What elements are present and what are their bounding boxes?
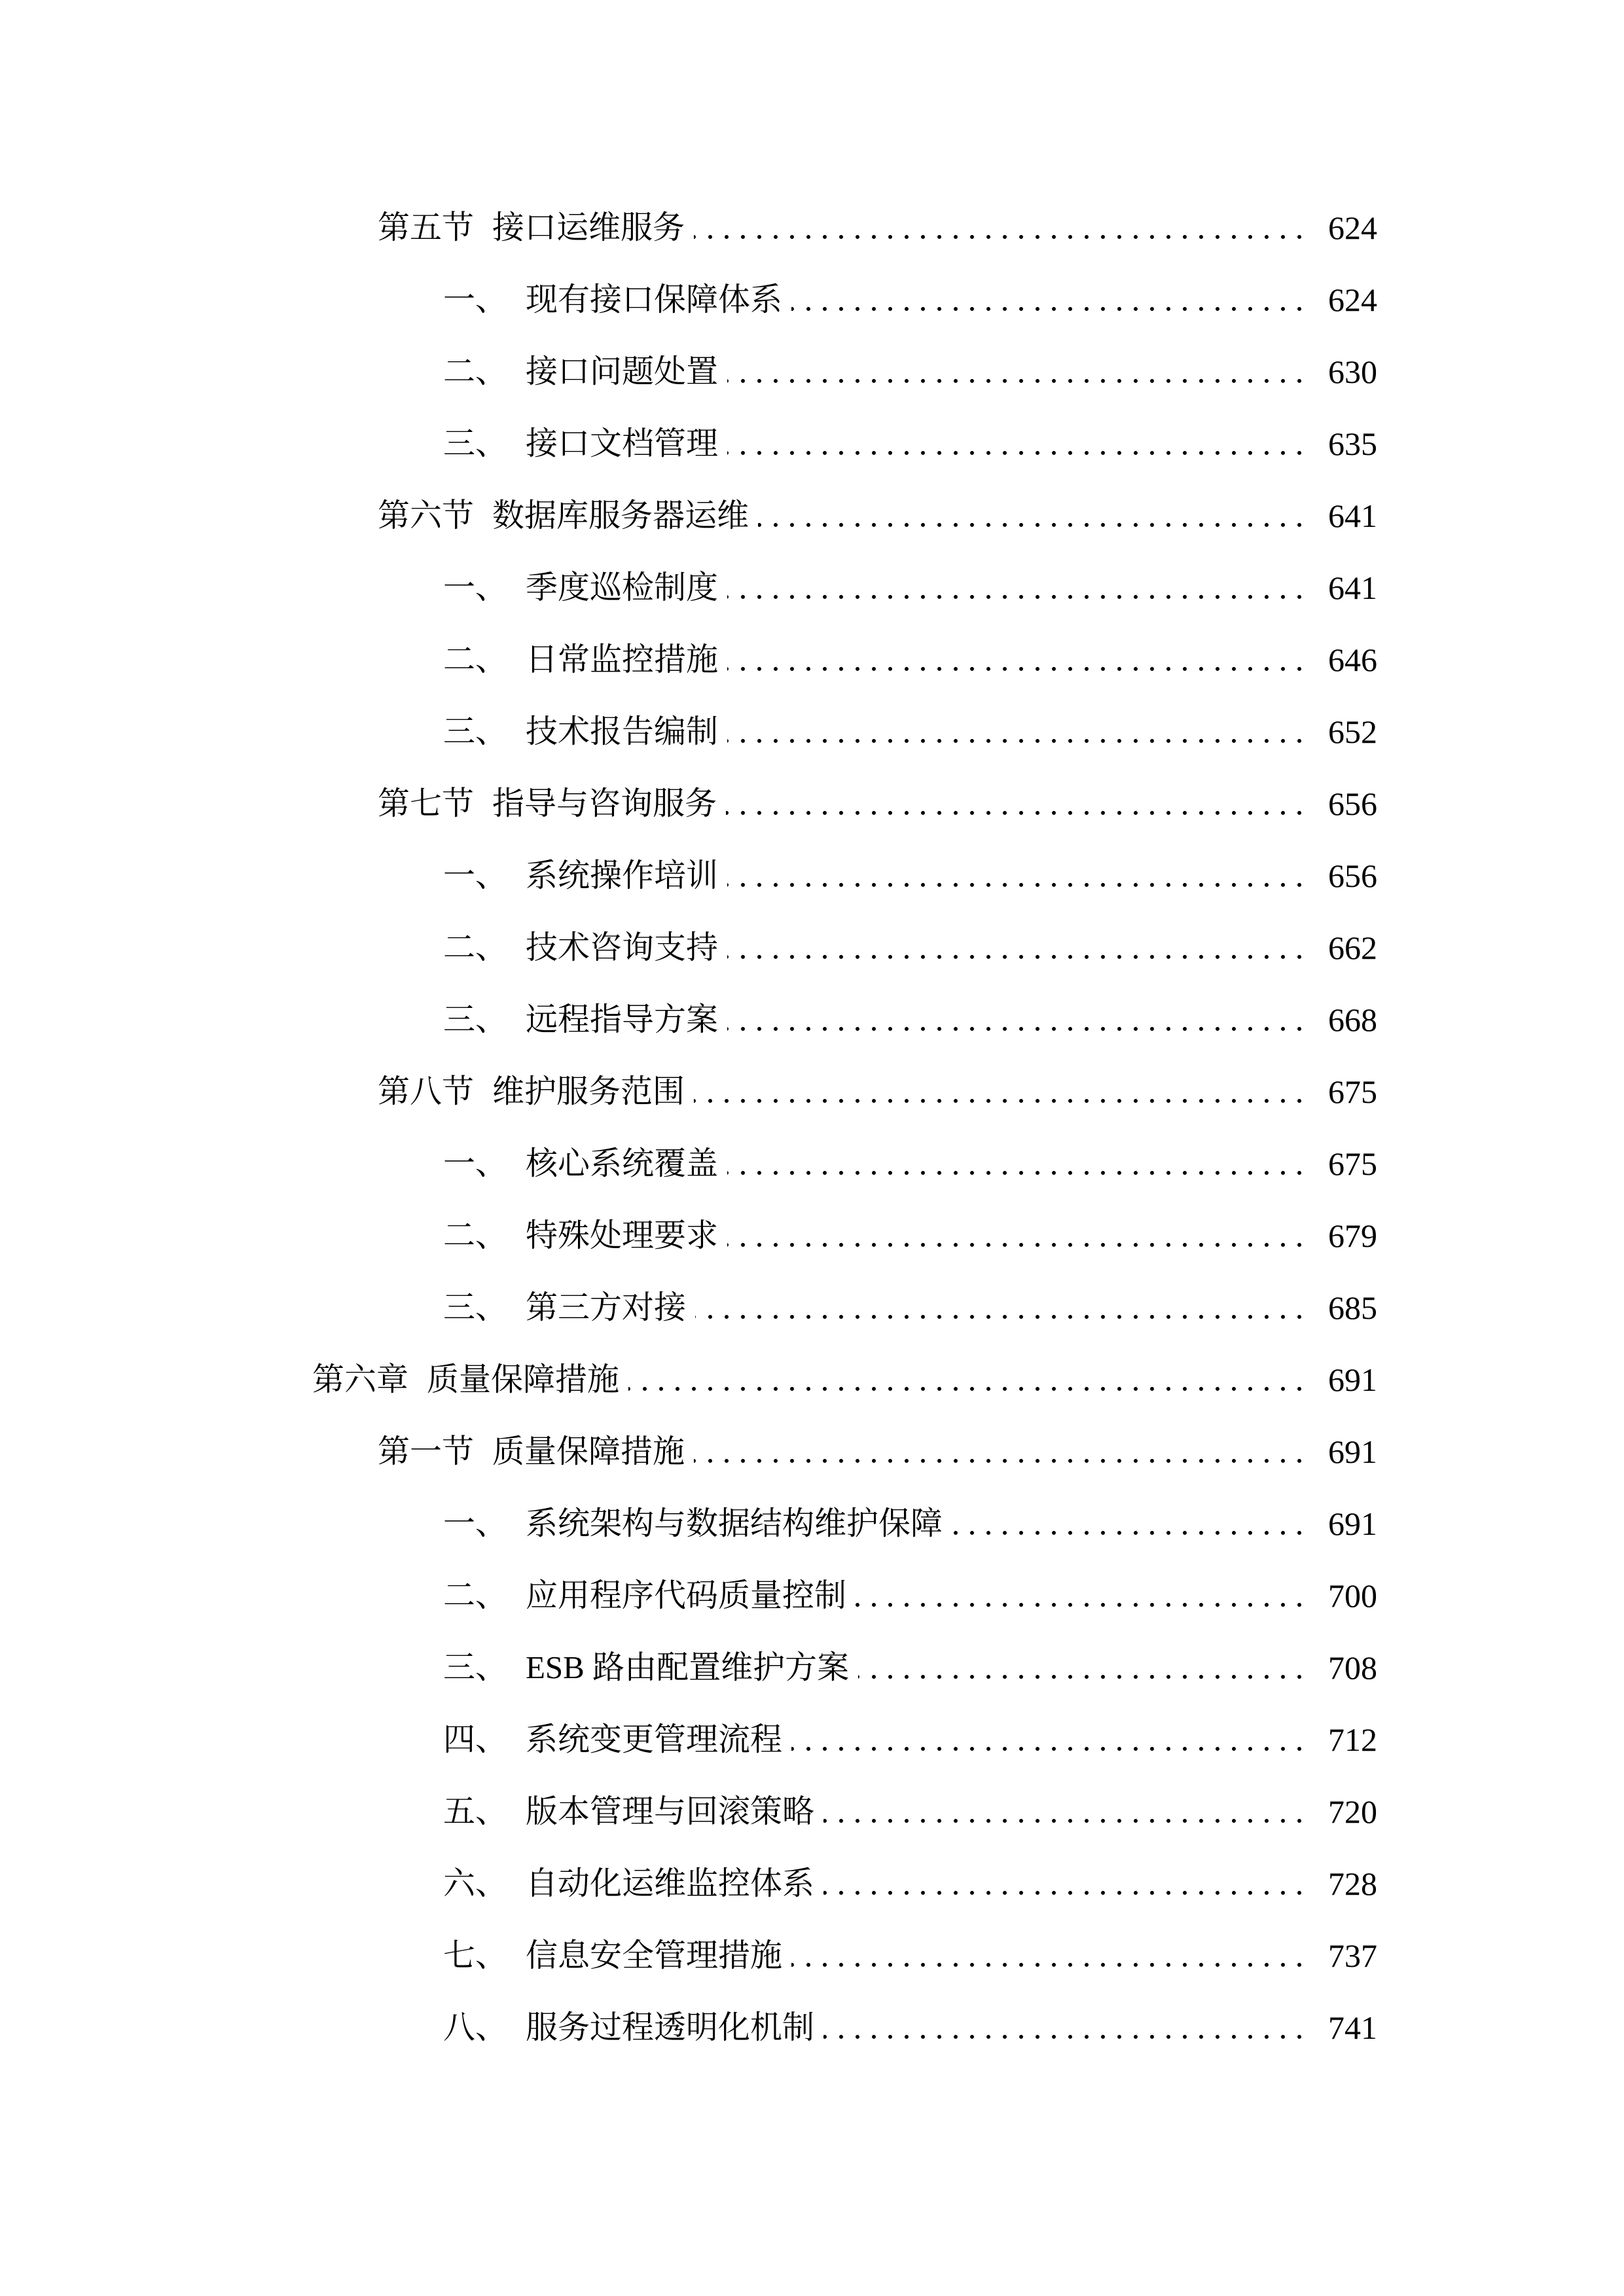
- dot-leader: [823, 1792, 1314, 1831]
- toc-entry-title: 维护服务范围: [492, 1073, 685, 1109]
- toc-entry-label: [378, 208, 685, 247]
- toc-page-number: 668: [1328, 1001, 1377, 1038]
- toc-entry-title: 质量保障措施: [427, 1361, 620, 1397]
- toc-entry-label: [443, 1792, 814, 1831]
- toc-entry-title: 特殊处理要求: [526, 1217, 719, 1253]
- toc-entry-title: 自动化运维监控体系: [526, 1865, 815, 1901]
- toc-entry-title: 应用程序代码质量控制: [526, 1577, 847, 1613]
- toc-page-number: 679: [1328, 1217, 1377, 1254]
- toc-entry-ordinal: 三、: [443, 713, 508, 749]
- toc-entry-label: [443, 1720, 782, 1759]
- toc-page-number: 662: [1328, 929, 1377, 966]
- section-number: 第五节: [378, 209, 475, 245]
- dot-leader: [727, 1216, 1314, 1255]
- toc-entry-ordinal: 一、: [443, 1145, 508, 1181]
- dot-leader: [694, 208, 1314, 247]
- toc-entry-label: [443, 1144, 718, 1183]
- toc-page-number: 624: [1328, 281, 1377, 318]
- toc-page-number: 712: [1328, 1721, 1377, 1758]
- toc-page-number: 652: [1328, 713, 1377, 750]
- section-number: 第六节: [378, 497, 475, 533]
- section-number: 第一节: [378, 1433, 475, 1469]
- toc-entry-title: 核心系统覆盖: [526, 1145, 719, 1181]
- toc-entry-label: [443, 352, 718, 391]
- toc-entry-ordinal: 三、: [443, 425, 508, 461]
- dot-leader: [791, 1936, 1314, 1975]
- toc-page-number: 646: [1328, 641, 1377, 678]
- toc-entry-title: 数据库服务器运维: [492, 497, 749, 533]
- toc-entry-title: ESB 路由配置维护方案: [526, 1649, 850, 1685]
- toc-entry[interactable]: [0, 1792, 1624, 1831]
- toc-entry-ordinal: 二、: [443, 353, 508, 389]
- chapter-number: 第六章: [312, 1361, 409, 1397]
- toc-entry-title: 版本管理与回滚策略: [526, 1793, 815, 1829]
- toc-entry[interactable]: [0, 928, 1624, 967]
- toc-entry[interactable]: [0, 856, 1624, 895]
- toc-entry-title: 质量保障措施: [492, 1433, 685, 1469]
- toc-entry[interactable]: [0, 1648, 1624, 1687]
- toc-entry-ordinal: 一、: [443, 569, 508, 605]
- toc-entry-label: [443, 1576, 846, 1615]
- toc-entry-label: [378, 1432, 685, 1471]
- dot-leader: [727, 856, 1314, 895]
- toc-entry-label: [443, 424, 718, 463]
- toc-entry[interactable]: [0, 496, 1624, 535]
- toc-entry[interactable]: [0, 208, 1624, 247]
- toc-entry-label: [443, 1216, 718, 1255]
- dot-leader: [823, 1864, 1314, 1903]
- toc-entry-title: 指导与咨询服务: [492, 785, 717, 821]
- toc-entry-ordinal: 一、: [443, 281, 508, 317]
- toc-entry-label: [443, 928, 718, 967]
- toc-entry[interactable]: [0, 1720, 1624, 1759]
- toc-entry-label: [443, 1648, 849, 1687]
- toc-entry-label: [443, 1288, 686, 1327]
- toc-entry-title: 现有接口保障体系: [526, 281, 783, 317]
- toc-entry[interactable]: [0, 1360, 1624, 1399]
- toc-entry[interactable]: [0, 424, 1624, 463]
- toc-entry-ordinal: 二、: [443, 1217, 508, 1253]
- toc-entry[interactable]: [0, 640, 1624, 679]
- toc-entry[interactable]: [0, 1288, 1624, 1327]
- toc-page-number: 691: [1328, 1361, 1377, 1398]
- toc-entry[interactable]: [0, 2008, 1624, 2047]
- toc-entry-ordinal: 五、: [443, 1793, 508, 1829]
- section-number: 第八节: [378, 1073, 475, 1109]
- toc-page-number: 720: [1328, 1793, 1377, 1830]
- dot-leader: [727, 352, 1314, 391]
- toc-entry-ordinal: 六、: [443, 1865, 508, 1901]
- toc-page-number: 641: [1328, 497, 1377, 534]
- toc-page-number: 728: [1328, 1865, 1377, 1902]
- toc-entry-title: 接口文档管理: [526, 425, 719, 461]
- dot-leader: [726, 784, 1314, 823]
- toc-page-number: 641: [1328, 569, 1377, 606]
- toc-entry[interactable]: [0, 280, 1624, 319]
- toc-entry[interactable]: [0, 1504, 1624, 1543]
- dot-leader: [727, 1000, 1314, 1039]
- dot-leader: [856, 1576, 1314, 1615]
- toc-entry-ordinal: 一、: [443, 1505, 508, 1541]
- toc-entry[interactable]: [0, 712, 1624, 751]
- toc-entry-label: [378, 1072, 685, 1111]
- toc-entry[interactable]: [0, 352, 1624, 391]
- dot-leader: [758, 496, 1314, 535]
- toc-entry-ordinal: 三、: [443, 1649, 508, 1685]
- dot-leader: [694, 1072, 1314, 1111]
- toc-entry-label: [443, 1936, 782, 1975]
- toc-page-number: 737: [1328, 1937, 1377, 1974]
- toc-entry-ordinal: 二、: [443, 1577, 508, 1613]
- toc-entry-title: 第三方对接: [526, 1289, 687, 1325]
- toc-entry-title: 服务过程透明化机制: [526, 2009, 815, 2045]
- toc-entry-label: [378, 496, 749, 535]
- toc-page-number: 675: [1328, 1073, 1377, 1110]
- toc-entry-title: 接口问题处置: [526, 353, 719, 389]
- toc-entry-title: 接口运维服务: [492, 209, 685, 245]
- toc-entry[interactable]: [0, 1864, 1624, 1903]
- dot-leader: [727, 712, 1314, 751]
- section-number: 第七节: [378, 785, 475, 821]
- toc-entry-label: [443, 1000, 718, 1039]
- dot-leader: [791, 280, 1314, 319]
- dot-leader: [727, 928, 1314, 967]
- toc-entry-ordinal: 二、: [443, 641, 508, 677]
- toc-page-number: 630: [1328, 353, 1377, 390]
- toc-entry[interactable]: [0, 1000, 1624, 1039]
- toc-page-number: 708: [1328, 1649, 1377, 1686]
- toc-entry-label: [443, 280, 782, 319]
- toc-entry-ordinal: 三、: [443, 1001, 508, 1037]
- toc-page-number: 635: [1328, 425, 1377, 462]
- toc-entry-title: 技术咨询支持: [526, 929, 719, 965]
- toc-entry-label: [443, 2008, 814, 2047]
- toc-entry-title: 系统变更管理流程: [526, 1721, 783, 1757]
- toc-entry-ordinal: 七、: [443, 1937, 508, 1973]
- dot-leader: [727, 424, 1314, 463]
- toc-entry[interactable]: [0, 1936, 1624, 1975]
- toc-entry-label: [443, 712, 718, 751]
- toc-entry-ordinal: 二、: [443, 929, 508, 965]
- toc-entry-title: 系统操作培训: [526, 857, 719, 893]
- toc-entry[interactable]: [0, 784, 1624, 823]
- toc-entry-label: [443, 640, 718, 679]
- toc-entry-ordinal: 一、: [443, 857, 508, 893]
- toc-page-number: 691: [1328, 1433, 1377, 1470]
- toc-page-number: 691: [1328, 1505, 1377, 1542]
- dot-leader: [727, 1144, 1314, 1183]
- toc-entry-title: 日常监控措施: [526, 641, 719, 677]
- toc-page-number: 675: [1328, 1145, 1377, 1182]
- dot-leader: [727, 640, 1314, 679]
- toc-entry-title: 技术报告编制: [526, 713, 719, 749]
- toc-page-number: 656: [1328, 857, 1377, 894]
- toc-entry[interactable]: [0, 1576, 1624, 1615]
- dot-leader: [695, 1288, 1314, 1327]
- toc-entry-title: 信息安全管理措施: [526, 1937, 783, 1973]
- toc-entry-label: [443, 856, 718, 895]
- dot-leader: [694, 1432, 1314, 1471]
- toc-page-number: 624: [1328, 209, 1377, 246]
- dot-leader: [791, 1720, 1314, 1759]
- toc-entry[interactable]: [0, 1216, 1624, 1255]
- toc-entry[interactable]: [0, 568, 1624, 607]
- toc-entry-ordinal: 四、: [443, 1721, 508, 1757]
- toc-entry[interactable]: [0, 1144, 1624, 1183]
- toc-entry-label: [443, 568, 718, 607]
- dot-leader: [727, 568, 1314, 607]
- toc-entry-title: 远程指导方案: [526, 1001, 719, 1037]
- toc-entry-ordinal: 三、: [443, 1289, 508, 1325]
- toc-page-number: 656: [1328, 785, 1377, 822]
- toc-page-number: 685: [1328, 1289, 1377, 1326]
- toc-entry-label: [443, 1504, 943, 1543]
- dot-leader: [628, 1360, 1314, 1399]
- toc-page-number: 700: [1328, 1577, 1377, 1614]
- toc-entry-label: [312, 1360, 619, 1399]
- toc-entry-title: 系统架构与数据结构维护保障: [526, 1505, 943, 1541]
- dot-leader: [952, 1504, 1314, 1543]
- toc-entry-ordinal: 八、: [443, 2009, 508, 2045]
- dot-leader: [823, 2008, 1314, 2047]
- dot-leader: [858, 1648, 1314, 1687]
- toc-entry-label: [443, 1864, 814, 1903]
- toc-entry-title: 季度巡检制度: [526, 569, 719, 605]
- toc-page-number: 741: [1328, 2009, 1377, 2046]
- toc-entry[interactable]: [0, 1072, 1624, 1111]
- toc-entry[interactable]: [0, 1432, 1624, 1471]
- toc-entry-label: [378, 784, 717, 823]
